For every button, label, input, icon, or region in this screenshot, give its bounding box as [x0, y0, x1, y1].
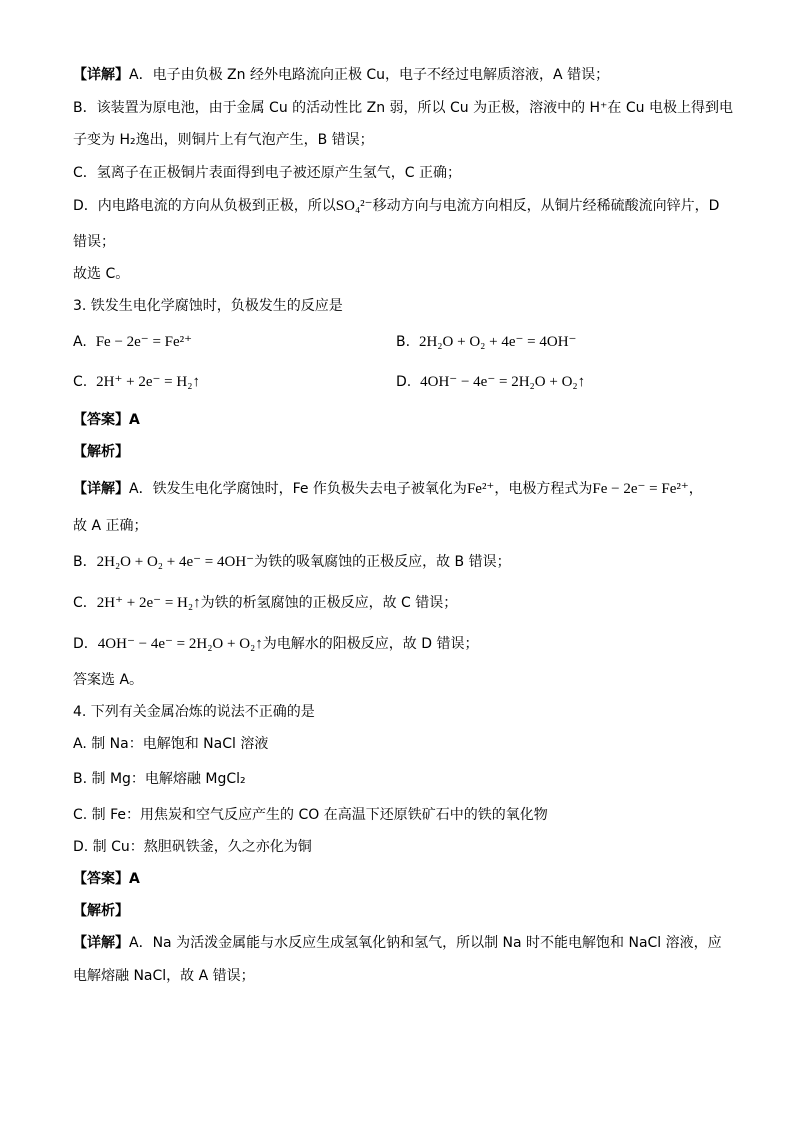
q3-detail-line-3 — [73, 553, 511, 571]
detail-line-1 — [73, 66, 609, 84]
q3-option-d — [396, 373, 585, 391]
q4-option-d: D. 制 Cu：熬胆矾铁釜，久之亦化为铜 — [73, 839, 312, 855]
option-equation: 2H⁺ + 2e⁻ = H₂↑ — [96, 374, 200, 390]
detail-text: 移动方向与电流方向相反，从铜片经稀硫酸流向锌片，D — [372, 198, 720, 214]
option-label: C. — [73, 374, 88, 390]
detail-text: 为铁的析氢腐蚀的正极反应，故 C 错误； — [200, 595, 458, 611]
q4-detail-line-1 — [73, 934, 722, 952]
q3-analysis-heading: 【解析】 — [73, 444, 129, 460]
detail-line-3: 子变为 H₂逸出，则铜片上有气泡产生，B 错误； — [73, 132, 374, 148]
q4-option-b: B. 制 Mg：电解熔融 MgCl₂ — [73, 771, 246, 787]
detail-text: ， — [688, 481, 703, 497]
detail-text: B． — [73, 554, 97, 570]
question-3-stem: 3. 铁发生电化学腐蚀时，负极发生的反应是 — [73, 298, 343, 314]
option-equation: 2H₂O + O₂ + 4e⁻ = 4OH⁻ — [418, 334, 577, 350]
detail-line-2: B．该装置为原电池，由于金属 Cu 的活动性比 Zn 弱，所以 Cu 为正极，溶液中的 H⁺在 Cu 电极上得到电 — [73, 100, 733, 116]
q3-option-a — [73, 333, 192, 351]
detail-text: 为铁的吸氧腐蚀的正极反应，故 B 错误； — [254, 554, 511, 570]
q3-option-b — [396, 333, 576, 351]
q4-option-a: A. 制 Na：电解饱和 NaCl 溶液 — [73, 736, 269, 752]
question-4-stem: 4. 下列有关金属冶炼的说法不正确的是 — [73, 704, 315, 720]
q3-detail-line-2: 故 A 正确； — [73, 518, 148, 534]
equation: 2H₂O + O₂ + 4e⁻ = 4OH⁻ — [96, 554, 255, 570]
detail-text: A．铁发生电化学腐蚀时，Fe 作负极失去电子被氧化为 — [129, 481, 467, 497]
q3-detail-line-1 — [73, 480, 703, 498]
iron-ion: Fe²⁺ — [466, 481, 495, 497]
option-equation: 4OH⁻ − 4e⁻ = 2H₂O + O₂↑ — [420, 374, 586, 390]
q3-option-c — [73, 373, 200, 391]
detail-text: A．电子由负极 Zn 经外电路流向正极 Cu，电子不经过电解质溶液，A 错误； — [129, 67, 610, 83]
q4-detail-line-2: 电解熔融 NaCl，故 A 错误； — [73, 968, 255, 984]
detail-text: ，电极方程式为 — [494, 481, 593, 497]
detail-line-4: C．氢离子在正极铜片表面得到电子被还原产生氢气，C 正确； — [73, 165, 461, 181]
detail-text: A．Na 为活泼金属能与水反应生成氢氧化钠和氢气，所以制 Na 时不能电解饱和 NaCl 溶液，应 — [129, 935, 722, 951]
electrode-equation: Fe − 2e⁻ = Fe²⁺ — [592, 481, 689, 497]
q4-analysis-heading: 【解析】 — [73, 903, 129, 919]
detail-text: D．内电路电流的方向从负极到正极，所以 — [73, 198, 336, 214]
q3-conclusion: 答案选 A。 — [73, 672, 144, 688]
option-label: D. — [396, 374, 412, 390]
q3-answer: 【答案】A — [73, 412, 140, 428]
detail-tag: 【详解】 — [73, 481, 129, 497]
option-label: B. — [396, 334, 411, 350]
detail-text: D． — [73, 636, 98, 652]
detail-tag: 【详解】 — [73, 935, 129, 951]
detail-text: C． — [73, 595, 97, 611]
q3-detail-line-5 — [73, 635, 478, 653]
equation: 4OH⁻ − 4e⁻ = 2H₂O + O₂↑ — [97, 636, 263, 652]
detail-text: 为电解水的阳极反应，故 D 错误； — [262, 636, 479, 652]
q4-option-c: C. 制 Fe：用焦炭和空气反应产生的 CO 在高温下还原铁矿石中的铁的氧化物 — [73, 807, 548, 823]
detail-line-5 — [73, 197, 719, 215]
equation: 2H⁺ + 2e⁻ = H₂↑ — [96, 595, 201, 611]
detail-tag: 【详解】 — [73, 67, 129, 83]
q3-detail-line-4 — [73, 594, 457, 612]
option-label: A. — [73, 334, 87, 350]
detail-line-7: 故选 C。 — [73, 266, 130, 282]
sulfate-ion: SO₄²⁻ — [335, 198, 373, 214]
option-equation: Fe − 2e⁻ = Fe²⁺ — [95, 334, 193, 350]
q4-answer: 【答案】A — [73, 871, 140, 887]
detail-line-6: 错误； — [73, 234, 115, 250]
